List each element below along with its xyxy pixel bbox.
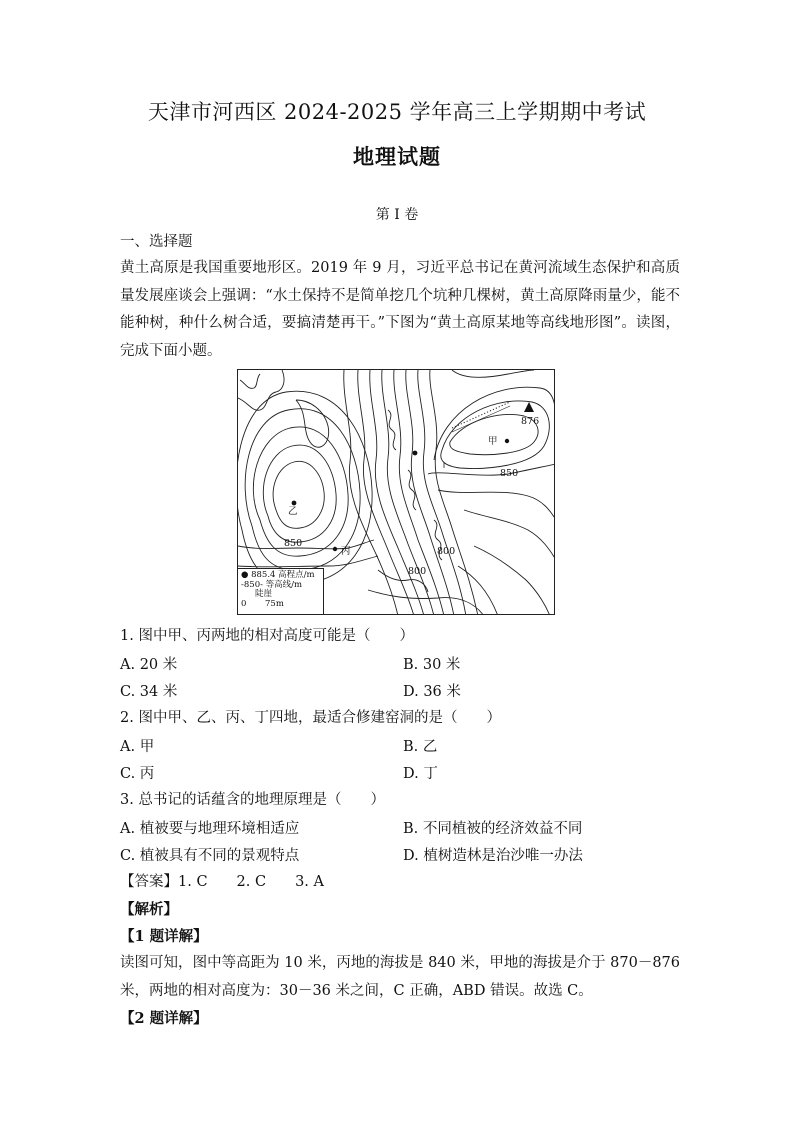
q3-option-c: C. 植被具有不同的景观特点 bbox=[120, 848, 300, 864]
section-heading: 一、选择题 bbox=[120, 234, 193, 250]
q2-option-a: A. 甲 bbox=[120, 739, 155, 755]
legend-point: ● 885.4 高程点/m bbox=[241, 570, 315, 580]
question-2-stem: 2. 图中甲、乙、丙、丁四地，最适合修建窑洞的是（ ） bbox=[120, 710, 501, 726]
q3-option-b: B. 不同植被的经济效益不同 bbox=[403, 821, 583, 837]
intro-paragraph: 黄土高原是我国重要地形区。2019 年 9 月，习近平总书记在黄河流域生态保护和高质量发展座谈会上强调：“水土保持不是简单挖几个坑种几棵树，黄土高原降雨量少，能不能种树，种什么树合适，要搞清楚再干。”下图为“黄土高原某地等高线地形图”。读图，完成下面小题。 bbox=[120, 260, 680, 359]
q1-option-b: B. 30 米 bbox=[403, 657, 461, 673]
scale-zero: 0 bbox=[241, 598, 247, 609]
answer-line: 【答案】1. C 2. C 3. A bbox=[120, 874, 324, 890]
q3-option-a: A. 植被要与地理环境相适应 bbox=[120, 821, 300, 837]
q1-option-a: A. 20 米 bbox=[120, 657, 178, 673]
label-800-b: 800 bbox=[408, 566, 427, 577]
exam-title: 天津市河西区 2024-2025 学年高三上学期期中考试 bbox=[147, 100, 647, 124]
label-peak-elevation: 876 bbox=[521, 416, 540, 427]
q2-option-b: B. 乙 bbox=[403, 739, 438, 755]
q2-option-c: C. 丙 bbox=[120, 766, 155, 782]
q2-option-d: D. 丁 bbox=[403, 766, 438, 782]
question-3-stem: 3. 总书记的话蕴含的地理原理是（ ） bbox=[120, 792, 385, 808]
legend-cliff: 陡崖 bbox=[255, 589, 273, 599]
label-yi: 乙 bbox=[288, 506, 298, 517]
q1-option-c: C. 34 米 bbox=[120, 684, 178, 700]
point-jia-marker bbox=[505, 439, 509, 443]
q2-detail-label: 【2 题详解】 bbox=[120, 1010, 208, 1027]
point-bing-marker bbox=[333, 547, 337, 551]
part-heading: 第 I 卷 bbox=[375, 207, 419, 223]
label-850-right: 850 bbox=[500, 468, 519, 479]
question-1-stem: 1. 图中甲、丙两地的相对高度可能是（ ） bbox=[120, 628, 414, 644]
label-jia: 甲 bbox=[488, 436, 498, 447]
label-800-a: 800 bbox=[437, 546, 456, 557]
point-ding-marker bbox=[413, 451, 418, 456]
legend-contour: -850- 等高线/m bbox=[241, 579, 303, 590]
label-850-left: 850 bbox=[284, 538, 303, 549]
q1-option-d: D. 36 米 bbox=[403, 684, 461, 700]
q1-detail-label: 【1 题详解】 bbox=[120, 928, 208, 945]
analysis-label: 【解析】 bbox=[120, 901, 178, 918]
label-bing: 丙 bbox=[341, 546, 351, 557]
map-legend bbox=[238, 568, 324, 614]
q1-explanation: 读图可知，图中等高距为 10 米，丙地的海拔是 840 米，甲地的海拔是介于 870－876 米，两地的相对高度为：30－36 米之间，C 正确，ABD 错误。故选 C。 bbox=[120, 955, 680, 999]
exam-subtitle: 地理试题 bbox=[353, 144, 441, 169]
peak-triangle-icon bbox=[524, 402, 534, 412]
q3-option-d: D. 植树造林是治沙唯一办法 bbox=[403, 848, 583, 864]
contour-map bbox=[237, 369, 555, 615]
scale-length: 75m bbox=[265, 598, 284, 609]
